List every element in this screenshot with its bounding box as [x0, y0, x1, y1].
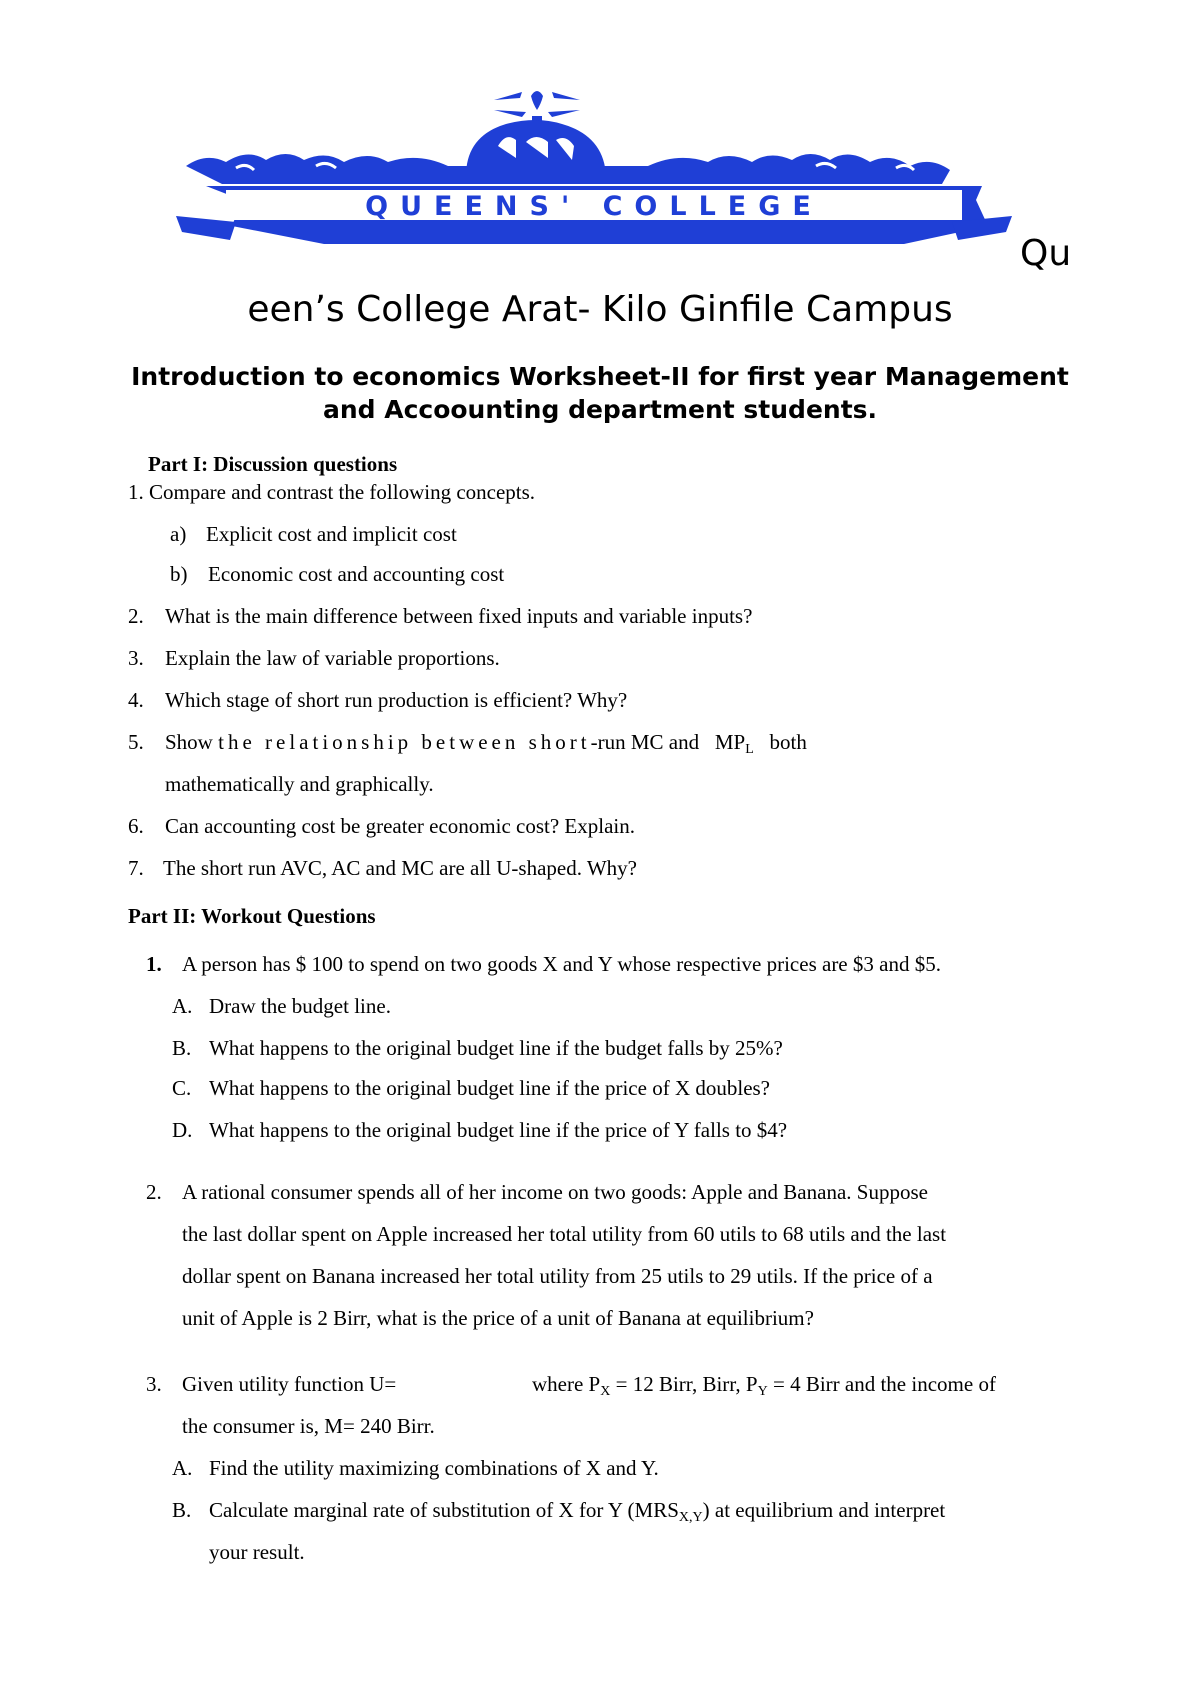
- workout-2-line-2: the last dollar spent on Apple increased her total utility from 60 utils to 68 utils and the last: [182, 1222, 947, 1246]
- workout-1-item-d: D. What happens to the original budget line if the price of Y falls to $4?: [172, 1118, 788, 1142]
- discussion-question-5-line-2: mathematically and graphically.: [165, 772, 434, 796]
- discussion-question-6: 6. Can accounting cost be greater economic cost? Explain.: [128, 814, 635, 838]
- discussion-question-4: 4. Which stage of short run production is efficient? Why?: [128, 688, 628, 712]
- sub-item-b: b) Economic cost and accounting cost: [170, 562, 505, 586]
- discussion-question-7: 7. The short run AVC, AC and MC are all U-shaped. Why?: [128, 856, 637, 880]
- workout-question-1: 1. A person has $ 100 to spend on two goods X and Y whose respective prices are $3 and $5.: [146, 952, 941, 976]
- workout-3-line-2: the consumer is, M= 240 Birr.: [182, 1414, 435, 1438]
- discussion-question-2: 2. What is the main difference between fixed inputs and variable inputs?: [128, 604, 753, 628]
- workout-3-item-b: B. Calculate marginal rate of substitution of X for Y $(MRS_{X,Y})$ at equilibrium and interpret: [172, 1498, 946, 1525]
- workout-1-item-c: C. What happens to the original budget line if the price of X doubles?: [172, 1076, 771, 1100]
- part1-heading: Part I: Discussion questions: [148, 452, 398, 476]
- discussion-question-1: [128, 478, 535, 506]
- workout-1-item-a: A. Draw the budget line.: [172, 994, 391, 1018]
- workout-question-3: 3. Given utility function U=: [146, 1372, 397, 1396]
- subtitle: [0, 360, 1200, 426]
- question-text: Compare and contrast the following concepts.: [149, 480, 536, 504]
- college-logo: [176, 86, 1012, 264]
- discussion-question-5: 5. Show the relationship between short-run MC and $MP_L$ both: [128, 730, 807, 757]
- workout-2-line-4: unit of Apple is 2 Birr, what is the price of a unit of Banana at equilibrium?: [182, 1306, 814, 1330]
- page-title: een’s College Arat- Kilo Ginfile Campus: [247, 289, 953, 330]
- svg-text:QUEENS' COLLEGE: QUEENS' COLLEGE: [365, 191, 823, 222]
- crown-crest-icon: [176, 86, 1012, 264]
- discussion-question-3: 3. Explain the law of variable proportions.: [128, 646, 500, 670]
- workout-3-item-b-line-2: your result.: [209, 1540, 305, 1564]
- workout-1-item-b: B. What happens to the original budget line if the budget falls by 25%?: [172, 1036, 783, 1060]
- workout-3-item-a: A. Find the utility maximizing combinations of X and Y.: [172, 1456, 659, 1480]
- sub-item-a: a) Explicit cost and implicit cost: [170, 522, 457, 546]
- title-fragment: Qu: [1020, 233, 1072, 274]
- workout-3-prices: where $P_X = 12$ Birr, Birr, $P_Y = 4$ Birr and the income of: [532, 1372, 996, 1399]
- subtitle-line-2: and Accoounting department students.: [322, 395, 878, 424]
- part2-heading: Part II: Workout Questions: [128, 904, 376, 928]
- subtitle-line-1: Introduction to economics Worksheet-II for first year Management: [131, 362, 1069, 391]
- workout-question-2: 2. A rational consumer spends all of her income on two goods: Apple and Banana. Suppose: [146, 1180, 928, 1204]
- question-number: 1.: [128, 480, 144, 504]
- workout-2-line-3: dollar spent on Banana increased her total utility from 25 utils to 29 utils. If the price of a: [182, 1264, 933, 1288]
